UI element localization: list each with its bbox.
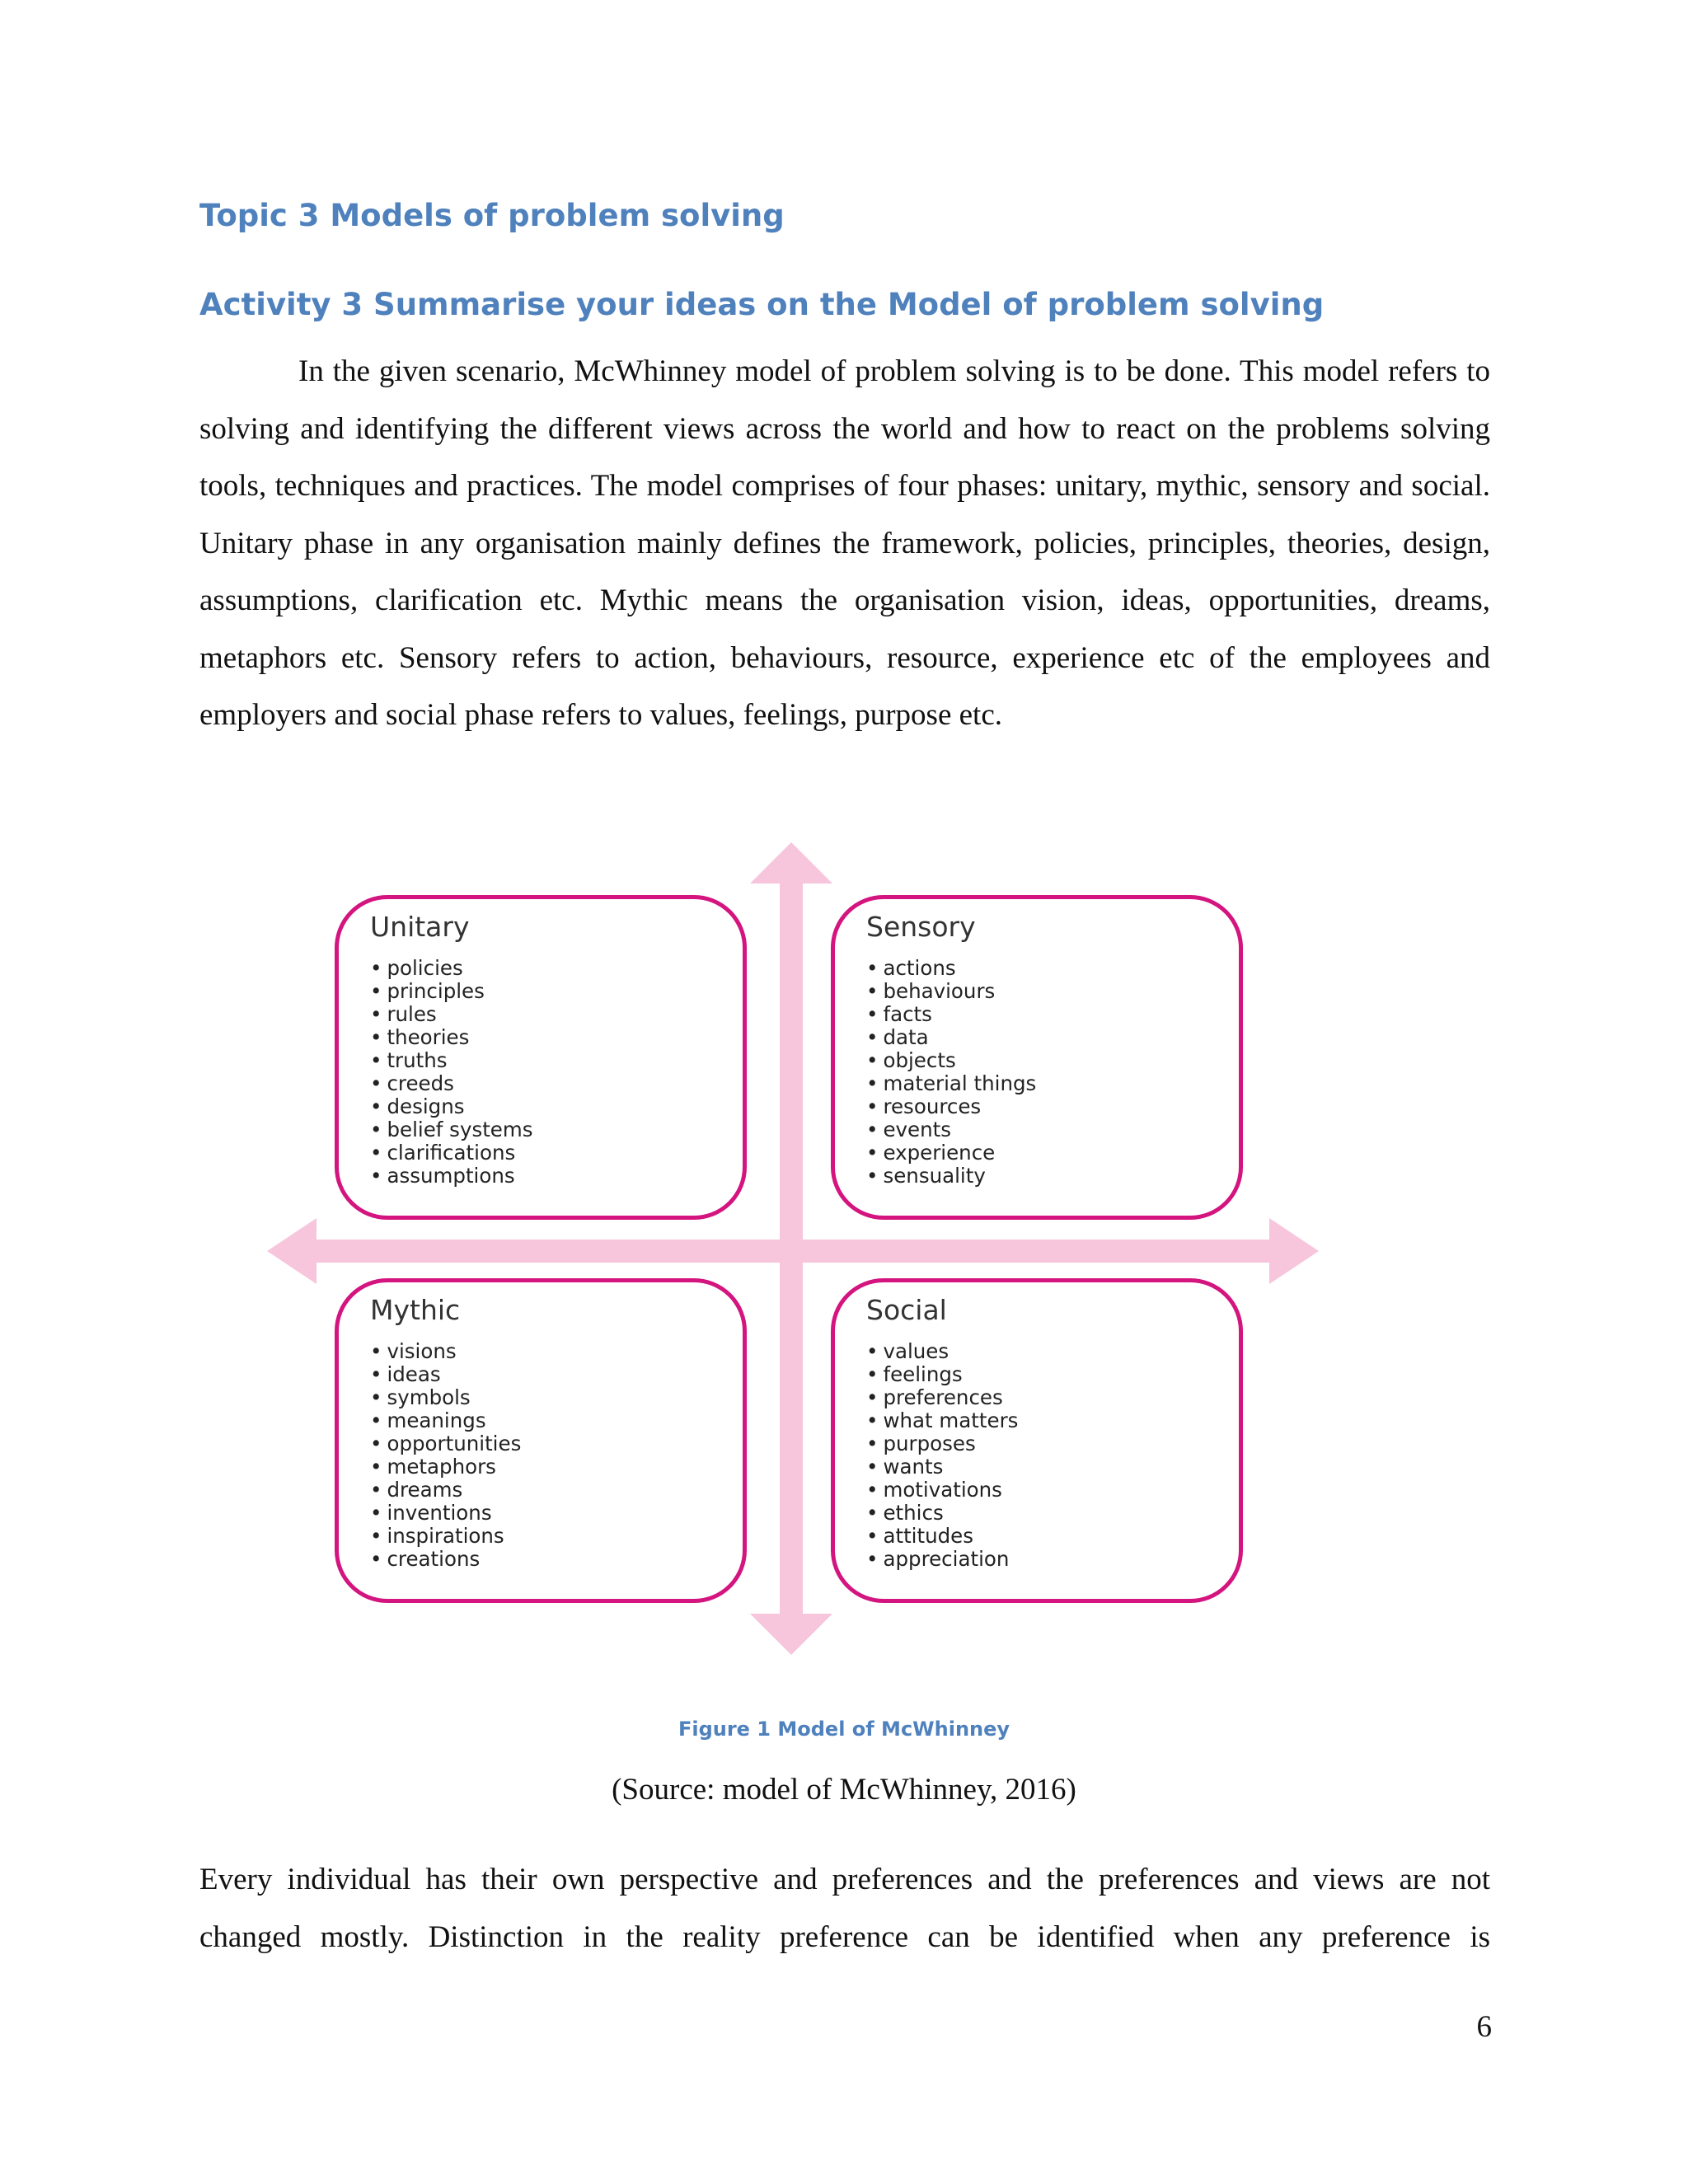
- list-item: • objects: [866, 1049, 1036, 1072]
- list-item: • symbols: [370, 1386, 521, 1409]
- list-item: • events: [866, 1118, 1036, 1141]
- list-item: • purposes: [866, 1432, 1018, 1455]
- list-item: • creeds: [370, 1072, 533, 1095]
- list-item: • sensuality: [866, 1165, 1036, 1188]
- list-item: • experience: [866, 1141, 1036, 1165]
- list-item: • motivations: [866, 1479, 1018, 1502]
- list-item: • creations: [370, 1548, 521, 1571]
- list-item: • ethics: [866, 1502, 1018, 1525]
- quadrant-title: Mythic: [370, 1294, 461, 1326]
- list-item: • visions: [370, 1340, 521, 1363]
- list-item: • material things: [866, 1072, 1036, 1095]
- page-number: 6: [1476, 2010, 1492, 2044]
- list-item: • principles: [370, 980, 533, 1003]
- list-item: • actions: [866, 957, 1036, 980]
- quadrant-list: [370, 1340, 521, 1571]
- list-item: • inspirations: [370, 1525, 521, 1548]
- quadrant-social: [831, 1278, 1243, 1603]
- quadrant-mythic: [335, 1278, 747, 1603]
- quadrant-title: Sensory: [866, 911, 976, 943]
- list-item: • facts: [866, 1003, 1036, 1026]
- list-item: • ideas: [370, 1363, 521, 1386]
- list-item: • policies: [370, 957, 533, 980]
- list-item: • belief systems: [370, 1118, 533, 1141]
- body-paragraph: Every individual has their own perspective and preferences and the preferences and views are not changed mostly. Distinction in the reality preference can be identified when any preference is: [199, 1863, 1490, 1954]
- list-item: • opportunities: [370, 1432, 521, 1455]
- list-item: • what matters: [866, 1409, 1018, 1432]
- topic-heading: Topic 3 Models of problem solving: [199, 198, 785, 233]
- list-item: • data: [866, 1026, 1036, 1049]
- list-item: • dreams: [370, 1479, 521, 1502]
- list-item: • truths: [370, 1049, 533, 1072]
- quadrant-sensory: [831, 895, 1243, 1220]
- list-item: • designs: [370, 1095, 533, 1118]
- list-item: • metaphors: [370, 1455, 521, 1479]
- list-item: • rules: [370, 1003, 533, 1026]
- list-item: • inventions: [370, 1502, 521, 1525]
- mcwhinney-model-figure: [256, 832, 1327, 1665]
- activity-heading: Activity 3 Summarise your ideas on the Model of problem solving: [199, 287, 1325, 322]
- figure-source: (Source: model of McWhinney, 2016): [612, 1773, 1076, 1807]
- quadrant-title: Social: [866, 1294, 947, 1326]
- list-item: • assumptions: [370, 1165, 533, 1188]
- quadrant-list: [370, 957, 533, 1188]
- quadrant-list: [866, 1340, 1018, 1571]
- list-item: • theories: [370, 1026, 533, 1049]
- list-item: • preferences: [866, 1386, 1018, 1409]
- list-item: • behaviours: [866, 980, 1036, 1003]
- list-item: • appreciation: [866, 1548, 1018, 1571]
- list-item: • meanings: [370, 1409, 521, 1432]
- list-item: • clarifications: [370, 1141, 533, 1165]
- list-item: • attitudes: [866, 1525, 1018, 1548]
- list-item: • values: [866, 1340, 1018, 1363]
- list-item: • resources: [866, 1095, 1036, 1118]
- figure-caption: Figure 1 Model of McWhinney: [678, 1718, 1010, 1741]
- quadrant-list: [866, 957, 1036, 1188]
- list-item: • feelings: [866, 1363, 1018, 1386]
- list-item: • wants: [866, 1455, 1018, 1479]
- body-paragraph: In the given scenario, McWhinney model of problem solving is to be done. This model refers to solving and identifying the different views across the world and how to react on the problems solving tools, techniques and practices. The model comprises of four phases: unitary, mythic, sensory and social. Unitary phase in any organisation mainly defines the framework, policies, principles, theories, design, assumptions, clarification etc. Mythic means the organisation vision, ideas, opportunities, dreams, metaphors etc. Sensory refers to action, behaviours, resource, experience etc of the employees and employers and social phase refers to values, feelings, purpose etc.: [199, 354, 1490, 732]
- quadrant-title: Unitary: [370, 911, 470, 943]
- quadrant-unitary: [335, 895, 747, 1220]
